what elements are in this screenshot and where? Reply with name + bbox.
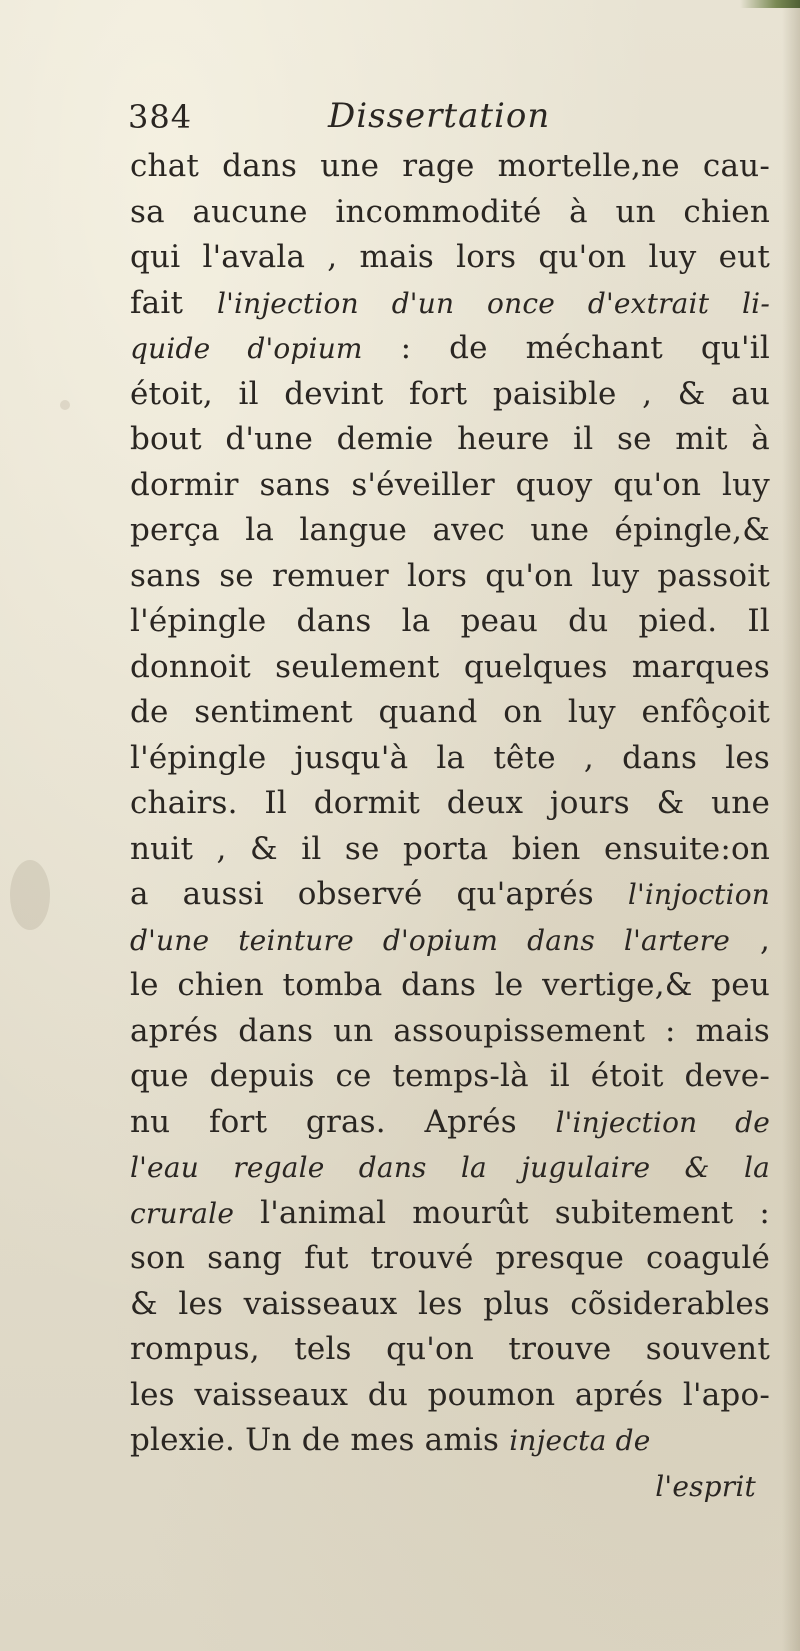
text-line [130, 1145, 770, 1191]
running-head: Dissertation [328, 96, 551, 136]
text-run: de sentiment quand on luy enfôçoit [130, 694, 770, 730]
italic-text: l'injection de [555, 1105, 770, 1139]
page-number: 384 [128, 98, 193, 136]
catchword [130, 1464, 770, 1510]
text-line [130, 1009, 770, 1055]
text-line [130, 827, 770, 873]
text-run: l'épingle jusqu'à la tête , dans les [130, 739, 770, 776]
paper-stain [10, 860, 50, 930]
text-run: , [730, 921, 770, 958]
text-run: sans se remuer lors qu'on luy passoit [130, 557, 770, 594]
text-line [130, 1418, 770, 1464]
text-run: donnoit seulement quelques marques [130, 648, 770, 685]
text-run: bout d'une demie heure il se mit à [130, 421, 770, 457]
text-line [130, 1054, 770, 1100]
text-line [130, 326, 770, 372]
text-run: chat dans une rage mortelle,ne cau- [130, 148, 770, 184]
text-line [130, 599, 770, 645]
italic-text: crurale [130, 1196, 235, 1230]
text-line [130, 872, 770, 918]
italic-text: injecta de [509, 1424, 651, 1457]
text-run: les vaisseaux du poumon aprés l'apo- [130, 1376, 770, 1413]
text-line [130, 1191, 770, 1237]
text-line [130, 281, 770, 327]
text-line [130, 1327, 770, 1373]
text-run: qui l'avala , mais lors qu'on luy eut [130, 239, 770, 275]
text-line [130, 736, 770, 782]
page-corner-edge [740, 0, 800, 8]
text-run: nu fort gras. Aprés [130, 1103, 556, 1140]
text-line [130, 1100, 770, 1146]
text-line [130, 690, 770, 736]
text-line [130, 190, 770, 236]
text-line [130, 235, 770, 281]
text-run: dormir sans s'éveiller quoy qu'on luy [130, 466, 770, 503]
text-run: que depuis ce temps-là il étoit deve- [130, 1058, 770, 1094]
text-run: fait [130, 284, 217, 321]
text-line [130, 1282, 770, 1328]
text-line [130, 372, 770, 418]
catchword-text: l'esprit [655, 1469, 756, 1503]
italic-text: l'injection d'un once d'extrait li- [216, 286, 770, 320]
text-line [130, 963, 770, 1009]
text-line [130, 1236, 770, 1282]
body-text [130, 144, 770, 1509]
text-line [130, 144, 770, 190]
text-line [130, 1373, 770, 1419]
text-run: l'animal mourût subitement : [234, 1194, 770, 1231]
text-run: plexie. Un de mes amis [130, 1422, 510, 1458]
text-run: : de méchant qu'il [362, 330, 770, 366]
text-run: a aussi observé qu'aprés [130, 876, 628, 912]
text-run: sa aucune incommodité à un chien [130, 193, 770, 230]
italic-text: l'eau regale dans la jugulaire & la [130, 1151, 770, 1184]
text-run: l'épingle dans la peau du pied. Il [130, 603, 770, 639]
italic-text: l'injoction [627, 878, 770, 911]
italic-text: quide d'opium [130, 332, 363, 365]
italic-text: d'une teinture d'opium dans l'artere [130, 923, 731, 957]
text-line [130, 508, 770, 554]
text-run: rompus, tels qu'on trouve souvent [130, 1331, 770, 1367]
text-line [130, 463, 770, 509]
text-line [130, 417, 770, 463]
text-run: & les vaisseaux les plus cõsiderables [130, 1285, 770, 1322]
text-run: étoit, il devint fort paisible , & au [130, 375, 770, 412]
text-run: nuit , & il se porta bien ensuite:on [130, 830, 770, 867]
text-run: chairs. Il dormit deux jours & une [130, 785, 770, 821]
paper-stain [60, 400, 70, 410]
text-line [130, 554, 770, 600]
text-run: perça la langue avec une épingle,& [130, 512, 770, 548]
text-line [130, 781, 770, 827]
text-line [130, 645, 770, 691]
text-run: aprés dans un assoupissement : mais [130, 1012, 770, 1049]
text-run: le chien tomba dans le vertige,& peu [130, 967, 770, 1003]
page-header [128, 96, 728, 144]
page-edge-shadow [782, 0, 800, 1651]
text-run: son sang fut trouvé presque coagulé [130, 1240, 770, 1276]
text-line [130, 918, 770, 964]
